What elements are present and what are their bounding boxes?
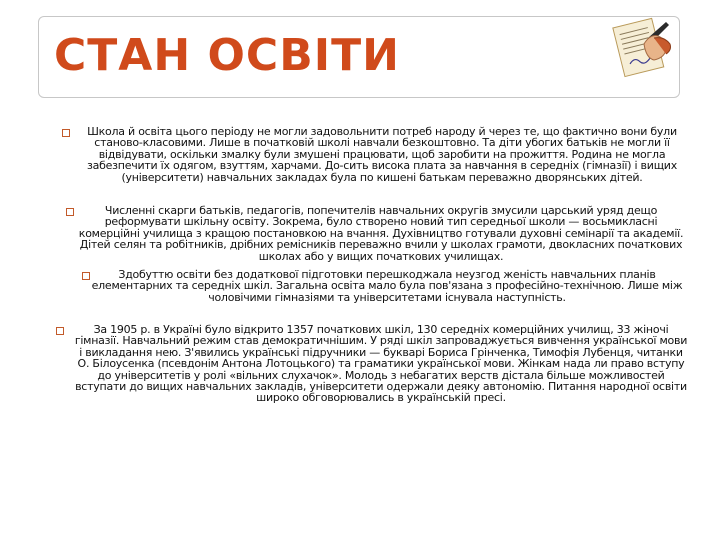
hand-writing-contract-icon <box>604 8 676 80</box>
bullet-text-2: Численні скарги батьків, педагогів, попечителів навчальних округів змусили царський уряд дещо реформувати шкільну освіту. Зокрема, було створено новий тип середньої школи — восьмикласні комерційні училища з кращою постановкою на вчання. Духівництво готували духовні семінарії та академії. Дітей селян та робітників, дрібних ремісників переважно вчили у школах грамоти, двокласних початкових школах або у вищих початкових училищах. <box>78 204 684 263</box>
bullet-text-1: Школа й освіта цього періоду не могли задовольнити потреб народу й через те, що фактично вони були станово-класовими. Лише в початковій школі навчали безкоштовно. Та діти убогих батьків не могли її відвідувати, оскільки змалку були змушені працювати, щоб заробити на прожиття. Родина не могла забезпечити їх одягом, взуттям, харчами. До-сить висока плата за навчання в середніх (гімназії) і вищих (університети) навчальних закладах була по кишені батькам переважно дворянських дітей. <box>87 125 677 184</box>
bullet-square-icon <box>56 327 64 335</box>
slide-title: СТАН ОСВІТИ <box>54 30 400 81</box>
bullet-square-icon <box>82 272 90 280</box>
bullet-text-3: Здобуттю освіти без додаткової підготовки перешкоджала неузгод женість навчальних планів елементарних та середніх шкіл. Загальна освіта мало була пов'язана з професійно-технічною. Лише між чоловічими гімназіями та університетами існувала наступність. <box>91 268 683 304</box>
bullet-text-4: За 1905 р. в Україні було відкрито 1357 початкових шкіл, 130 середніх комерційних училищ, 33 жіночі гімназії. Навчальний режим став демократичнішим. У ряді шкіл запроваджується вивчення української мови і викладання нею. З'явились українські підручники — букварі Бориса Грінченка, Тимофія Лубенця, читанки О. Білоусенка (псевдонім Антона Лотоцького) та граматики української мови. Жінкам нада ли право вступу до університетів у ролі «вільних слухачок». Молодь з небагатих верств дістала більше можливостей вступати до вищих навчальних закладів, університети одержали деяку автономію. Питання народної освіти широко обговорювались в українській пресі. <box>74 323 688 405</box>
bullet-square-icon <box>62 129 70 137</box>
bullet-square-icon <box>66 208 74 216</box>
